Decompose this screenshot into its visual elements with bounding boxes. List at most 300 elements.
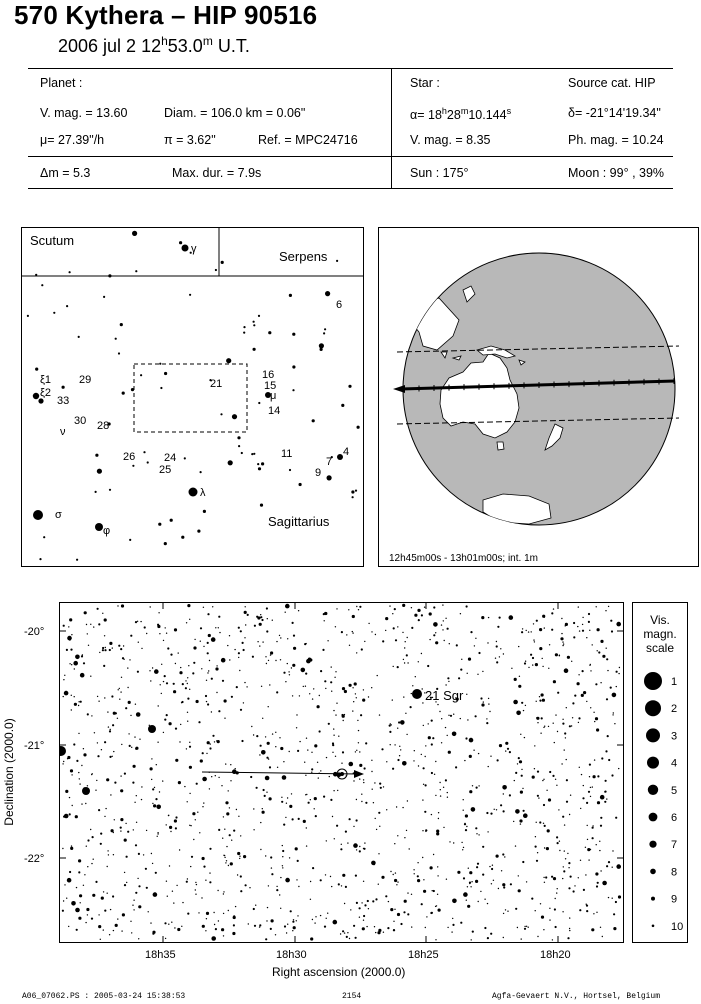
field-star: [331, 691, 332, 692]
field-star: [303, 820, 306, 823]
field-star: [513, 821, 514, 822]
field-star: [364, 641, 365, 642]
field-star: [507, 911, 508, 912]
field-star: [109, 756, 111, 758]
field-star: [447, 927, 448, 928]
field-star: [600, 682, 601, 683]
field-star: [596, 912, 597, 913]
field-star: [151, 853, 152, 854]
field-star: [496, 661, 498, 663]
field-star: [285, 817, 286, 818]
field-star: [97, 742, 98, 743]
field-star: [110, 794, 111, 795]
field-star: [271, 919, 274, 922]
field-star: [503, 793, 504, 794]
field-star: [97, 608, 99, 610]
field-star: [613, 712, 614, 713]
field-star: [104, 816, 105, 817]
field-star: [209, 872, 210, 873]
field-star: [228, 865, 229, 866]
field-star: [276, 889, 278, 891]
field-star: [570, 795, 571, 796]
field-star: [238, 627, 240, 629]
finder-star: [289, 294, 292, 297]
field-star: [95, 790, 96, 791]
field-star: [136, 822, 137, 823]
field-star: [580, 808, 581, 809]
field-star: [538, 797, 539, 798]
field-star: [169, 826, 172, 829]
field-star: [412, 685, 413, 686]
field-star: [299, 741, 300, 742]
field-star: [546, 790, 547, 791]
finder-star: [35, 274, 37, 276]
field-star: [502, 853, 504, 855]
field-star: [503, 937, 504, 938]
field-star: [296, 727, 297, 728]
field-star: [563, 870, 565, 872]
field-star: [330, 681, 332, 683]
field-star: [193, 839, 194, 840]
field-star: [212, 735, 214, 737]
field-star: [422, 799, 423, 800]
field-star: [282, 850, 284, 852]
field-star: [602, 655, 605, 658]
field-star: [166, 881, 167, 882]
field-star: [561, 618, 562, 619]
field-star: [260, 616, 262, 618]
field-star: [164, 675, 166, 677]
field-star: [187, 683, 188, 684]
field-star: [198, 721, 200, 723]
field-star: [282, 845, 283, 846]
field-star: [167, 896, 168, 897]
field-star: [326, 840, 327, 841]
finder-bright-star: [95, 523, 103, 531]
field-star: [128, 733, 129, 734]
field-star: [346, 936, 348, 938]
field-star: [535, 910, 536, 911]
field-star: [348, 609, 349, 610]
field-star: [544, 617, 545, 618]
finder-star: [197, 530, 200, 533]
field-star: [218, 627, 219, 628]
field-star: [210, 743, 211, 744]
field-star: [195, 894, 196, 895]
field-star: [353, 780, 354, 781]
field-star: [133, 829, 134, 830]
field-star: [396, 884, 397, 885]
field-star: [170, 831, 171, 832]
field-star: [577, 626, 578, 627]
field-star: [69, 618, 72, 621]
field-star: [174, 628, 177, 631]
field-star: [463, 847, 464, 848]
dec-tick-label: -20°: [24, 626, 45, 638]
field-star: [290, 910, 292, 912]
field-star: [359, 751, 360, 752]
field-star: [410, 706, 412, 708]
field-star: [562, 878, 563, 879]
field-star: [612, 693, 617, 698]
field-star: [549, 919, 550, 920]
field-star: [335, 756, 336, 757]
field-star: [397, 881, 398, 882]
finder-bright-star: [33, 393, 39, 399]
field-star: [562, 816, 564, 818]
finder-star-label: 11: [281, 448, 293, 460]
field-star: [476, 833, 477, 834]
field-star: [333, 735, 334, 736]
field-star: [433, 606, 435, 608]
field-star: [270, 651, 273, 654]
field-star: [572, 717, 573, 718]
field-star: [507, 748, 509, 750]
field-star: [73, 743, 75, 745]
field-star: [87, 839, 89, 841]
field-star: [486, 722, 488, 724]
field-star: [435, 641, 438, 644]
field-star: [331, 886, 332, 887]
field-star: [125, 707, 127, 709]
finder-star-label: σ: [55, 509, 62, 521]
field-star: [353, 701, 354, 702]
event-time: 2006 jul 2 12$^h$53.0$^m$ U.T.: [58, 34, 250, 56]
star-phmag: Ph. mag. = 10.24: [568, 133, 664, 147]
field-star: [586, 701, 587, 702]
field-star: [83, 753, 86, 756]
field-star: [120, 691, 121, 692]
field-star: [226, 846, 227, 847]
field-star: [240, 835, 241, 836]
field-star: [393, 627, 395, 629]
field-star: [530, 654, 532, 656]
field-star: [292, 664, 295, 667]
field-star: [518, 757, 520, 759]
field-star: [104, 649, 106, 651]
field-star: [532, 664, 533, 665]
field-star: [67, 758, 68, 759]
field-star: [587, 825, 588, 826]
field-star: [375, 932, 376, 933]
field-star: [378, 812, 380, 814]
finder-star: [135, 270, 137, 272]
field-star: [207, 672, 208, 673]
field-star: [276, 886, 277, 887]
field-star: [252, 656, 254, 658]
field-star: [272, 620, 273, 621]
field-star: [95, 881, 97, 883]
field-star: [124, 773, 126, 775]
field-star: [124, 839, 127, 842]
field-star: [76, 887, 77, 888]
field-star: [143, 854, 144, 855]
field-star: [606, 648, 607, 649]
field-star: [296, 714, 297, 715]
field-star: [193, 646, 196, 649]
field-star: [519, 676, 520, 677]
field-star: [562, 641, 563, 642]
field-star: [310, 937, 313, 940]
field-star: [353, 925, 355, 927]
field-star: [352, 687, 353, 688]
field-star: [476, 866, 478, 868]
field-star: [275, 660, 276, 661]
legend-label: 10: [671, 920, 684, 933]
field-star: [488, 766, 489, 767]
field-star: [279, 737, 280, 738]
field-star: [194, 639, 195, 640]
field-star: [109, 649, 111, 651]
field-star: [112, 756, 113, 757]
field-star: [172, 891, 173, 892]
field-star: [356, 652, 357, 653]
field-star: [170, 654, 172, 656]
legend-title: Vis. magn. scale: [643, 613, 677, 655]
field-star: [144, 626, 146, 628]
legend-dot: [649, 841, 656, 848]
field-star: [436, 830, 439, 833]
field-star: [280, 637, 281, 638]
field-star: [65, 790, 68, 793]
field-star: [422, 857, 423, 858]
field-star: [469, 738, 474, 743]
field-star: [92, 894, 95, 897]
field-star: [548, 726, 549, 727]
field-star: [555, 714, 556, 715]
field-star: [131, 932, 132, 933]
field-star: [517, 927, 518, 928]
field-star: [107, 866, 108, 867]
field-star: [487, 831, 488, 832]
finder-star-label: 4: [343, 446, 350, 458]
field-star: [504, 856, 505, 857]
field-star: [567, 853, 568, 854]
field-star: [586, 910, 588, 912]
field-star: [356, 606, 357, 607]
field-star: [146, 633, 147, 634]
field-star: [134, 802, 135, 803]
field-star: [503, 653, 504, 654]
field-star: [90, 829, 91, 830]
field-star: [486, 718, 487, 719]
field-star: [288, 671, 289, 672]
field-star: [113, 854, 114, 855]
field-star: [121, 677, 122, 678]
field-star: [433, 634, 435, 636]
field-star: [287, 663, 288, 664]
field-star: [72, 805, 73, 806]
field-star: [279, 635, 280, 636]
field-star: [407, 800, 408, 801]
legend-dot: [644, 672, 662, 690]
field-star: [69, 871, 71, 873]
finder-star-label: 21: [210, 378, 223, 390]
field-star: [314, 808, 315, 809]
field-star: [269, 766, 271, 768]
field-star: [270, 654, 271, 655]
field-star: [385, 895, 387, 897]
field-star: [353, 826, 354, 827]
field-star: [225, 763, 226, 764]
field-star: [482, 671, 483, 672]
field-star: [279, 894, 280, 895]
finder-star: [143, 451, 145, 453]
field-star: [394, 909, 395, 910]
field-star: [564, 668, 569, 673]
field-star: [80, 701, 82, 703]
field-star: [539, 821, 541, 823]
field-star: [266, 630, 268, 632]
field-star: [563, 643, 564, 644]
field-star: [85, 803, 86, 804]
field-star: [129, 745, 131, 747]
field-star: [395, 639, 397, 641]
field-star: [240, 630, 242, 632]
field-star: [496, 641, 497, 642]
field-star: [437, 866, 438, 867]
field-star: [224, 829, 225, 830]
field-star: [564, 732, 566, 734]
field-star: [335, 671, 336, 672]
field-star: [404, 662, 405, 663]
field-star: [566, 759, 567, 760]
field-star: [610, 687, 612, 689]
finder-star: [140, 374, 142, 376]
field-star: [203, 802, 204, 803]
field-star: [466, 900, 467, 901]
field-star: [403, 911, 405, 913]
field-star: [280, 659, 281, 660]
field-star: [205, 695, 207, 697]
field-star: [68, 926, 69, 927]
field-star: [539, 696, 540, 697]
field-star: [250, 776, 252, 778]
field-star: [378, 884, 379, 885]
legend-label: 2: [671, 703, 678, 716]
field-star: [223, 935, 224, 936]
field-star: [135, 844, 137, 846]
field-star: [554, 742, 555, 743]
field-star: [595, 872, 598, 875]
field-star: [150, 680, 151, 681]
field-star: [390, 871, 391, 872]
field-star: [163, 681, 164, 682]
field-star: [349, 818, 351, 820]
field-star: [76, 929, 78, 931]
field-star: [323, 796, 325, 798]
finder-star: [243, 326, 245, 328]
field-star: [451, 931, 452, 932]
field-star: [340, 848, 342, 850]
field-star: [393, 921, 394, 922]
field-star: [536, 620, 538, 622]
field-star: [216, 740, 217, 741]
field-star: [291, 667, 292, 668]
field-star: [218, 829, 220, 831]
field-star: [188, 665, 189, 666]
field-star: [534, 745, 535, 746]
field-star: [411, 693, 412, 694]
finder-star: [268, 331, 271, 334]
field-star: [156, 764, 157, 765]
field-star: [211, 678, 213, 680]
field-star: [592, 786, 593, 787]
field-star: [572, 702, 574, 704]
field-star: [515, 809, 520, 814]
field-star: [202, 752, 204, 754]
field-star: [153, 892, 158, 897]
field-star: [597, 801, 600, 804]
field-star: [409, 848, 410, 849]
field-star: [312, 919, 313, 920]
field-star: [463, 799, 464, 800]
field-star: [106, 778, 109, 781]
field-star: [121, 930, 122, 931]
finder-star: [103, 296, 105, 298]
field-star: [423, 890, 426, 893]
field-star: [533, 639, 534, 640]
field-star: [63, 816, 65, 818]
field-star: [196, 783, 198, 785]
field-star: [480, 697, 482, 699]
field-star: [600, 795, 605, 800]
field-star: [565, 623, 568, 626]
field-star: [211, 936, 216, 941]
field-star: [182, 683, 184, 685]
field-star: [553, 723, 554, 724]
field-star: [136, 712, 141, 717]
field-star: [516, 711, 521, 716]
constellation-scutum: Scutum: [30, 233, 75, 248]
field-star: [127, 667, 128, 668]
field-star: [266, 607, 268, 609]
field-star: [262, 718, 263, 719]
field-star: [223, 816, 224, 817]
field-star: [125, 823, 126, 824]
field-star: [398, 721, 400, 723]
field-star: [567, 937, 569, 939]
field-star: [87, 785, 88, 786]
field-star: [435, 906, 436, 907]
finder-star: [324, 328, 326, 330]
field-star: [206, 912, 209, 915]
field-star: [519, 819, 522, 822]
field-star: [377, 675, 378, 676]
field-star: [544, 847, 545, 848]
field-star: [379, 783, 381, 785]
field-star: [253, 908, 255, 910]
finder-star-label: 14: [268, 405, 281, 417]
field-star: [63, 900, 64, 901]
field-star: [379, 826, 380, 827]
x-axis-label: Right ascension (2000.0): [272, 965, 406, 979]
field-star: [154, 787, 155, 788]
field-star: [264, 795, 266, 797]
field-star: [219, 632, 220, 633]
field-star: [171, 922, 172, 923]
field-star: [349, 938, 350, 939]
field-star: [521, 775, 523, 777]
field-star: [101, 897, 104, 900]
header-bottom-rule: [28, 188, 673, 189]
field-star: [327, 640, 328, 641]
field-star: [484, 927, 486, 929]
field-star: [115, 924, 118, 927]
field-star: [537, 936, 538, 937]
star-ra: $\alpha= 18^h28^m10.144^s$: [410, 106, 512, 123]
field-star: [73, 661, 78, 666]
